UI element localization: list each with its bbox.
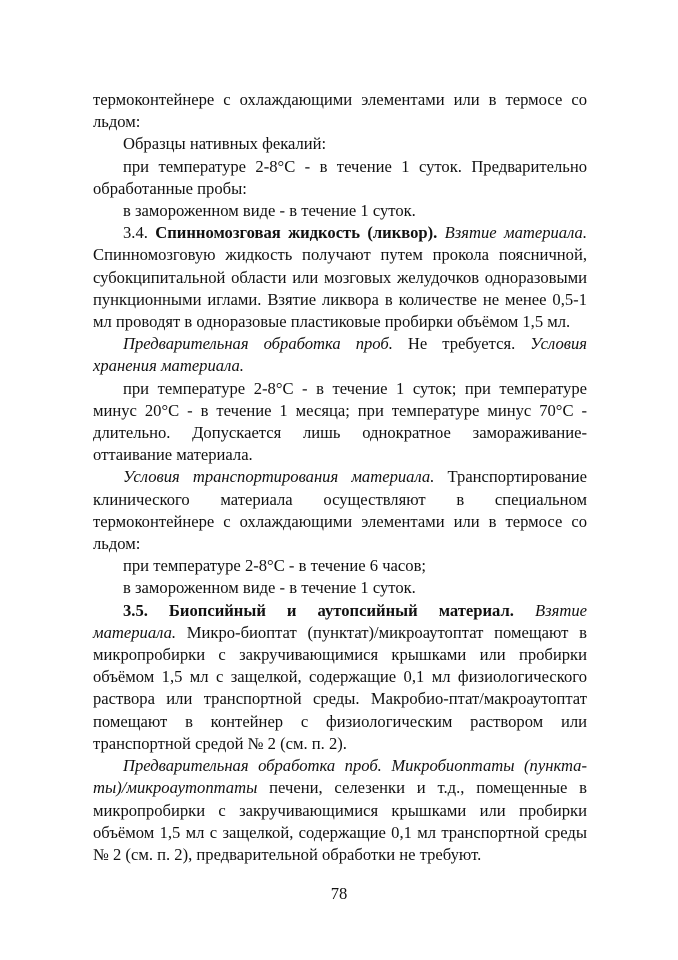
section-heading: 3.5. Биопсийный и аутопсийный материал.: [123, 600, 514, 620]
paragraph-10: в замороженном виде - в течение 1 суток.: [123, 578, 416, 598]
paragraph-text: печени, селезенки и т.д., помещенные в микропробирки с закручивающимися крышками или пробирки объёмом 1,5 мл с защелкой, содержащие 0,1 мл транспортной среды № 2 (см. п. 2), предварительной обработки не требуют.: [93, 778, 587, 864]
subheading: Взятие материала.: [444, 223, 587, 243]
paragraph-6: [93, 333, 587, 377]
section-3-4: [93, 222, 587, 333]
section-3-5: [93, 600, 587, 755]
paragraph-text: Спинномозговую жидкость получают путем прокола поясничной, субокципитальной области или мозговых желудочков одноразовыми пункционными иглами. Взятие ликвора в количестве не менее 0,5-1 мл проводят в одноразовые пластиковые пробирки объёмом 1,5 мл.: [93, 245, 587, 332]
paragraph-12: [93, 755, 587, 866]
section-number: 3.4.: [123, 223, 148, 243]
paragraph-text: Микро-биоптат (пунктат)/микроаутоптат помещают в микропробирки с закручивающимися крышками или пробирки объёмом 1,5 мл с защелкой, содержащие 0,1 мл физиологического раствора или транспортной среды. Макробио-птат/макроаутоптат помещают в контейнер с физиологическим раствором или транспортной средой № 2 (см. п. 2).: [93, 622, 587, 753]
subheading: Взятие материала.: [93, 600, 587, 642]
body-text: [93, 89, 587, 866]
paragraph-text: Транспортирование клинического материала осуществляют в специальном термоконтейнере с охлаждающими элементами или в термосе со льдом:: [93, 467, 588, 554]
paragraph-2: Образцы нативных фекалий:: [123, 134, 327, 154]
paragraph-8: [93, 466, 587, 555]
page-number: 78: [330, 884, 348, 903]
paragraph-9: при температуре 2-8°С - в течение 6 часов;: [123, 556, 427, 576]
subheading: Предварительная обработка проб. Микробиоптаты (пункта-ты)/микроаутоптаты: [93, 756, 587, 798]
paragraph-text: Не требуется.: [407, 334, 516, 354]
subheading: Условия хранения материала.: [93, 334, 587, 376]
subheading: Условия транспортирования материала.: [123, 467, 435, 487]
paragraph-7: при температуре 2-8°С - в течение 1 суток; при температуре минус 20°С - в течение 1 месяца; при температуре минус 70°С - длительно. Допускается лишь однократное замораживание-оттаивание материала.: [93, 378, 587, 465]
paragraph-3: при температуре 2-8°С - в течение 1 суток. Предварительно обработанные пробы:: [93, 156, 587, 198]
subheading: Предварительная обработка проб.: [123, 334, 393, 354]
paragraph-1: термоконтейнере с охлаждающими элементами или в термосе со льдом:: [93, 90, 587, 132]
paragraph-4: в замороженном виде - в течение 1 суток.: [123, 201, 416, 221]
section-heading: Спинномозговая жидкость (ликвор).: [155, 223, 438, 243]
